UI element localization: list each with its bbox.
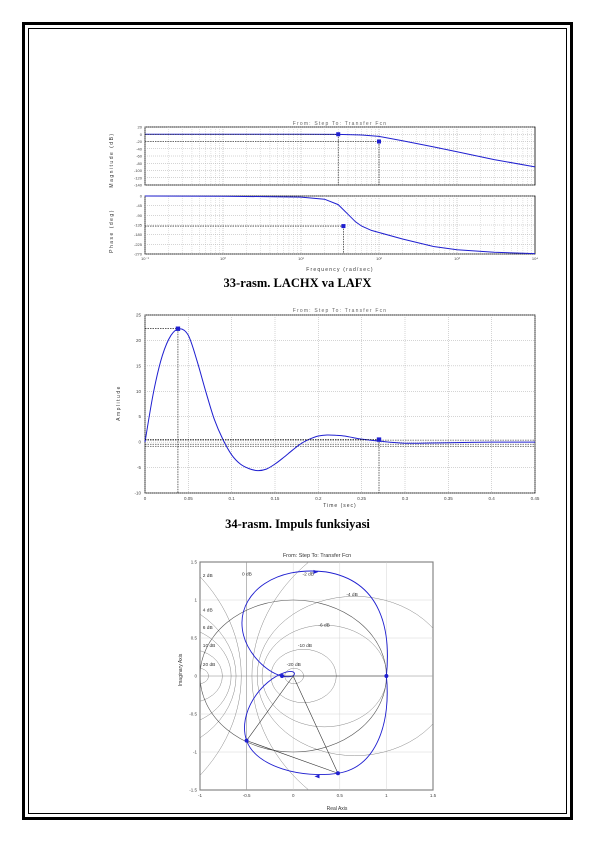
bode-magnitude-ytick: -60 [136, 153, 142, 159]
bode-phase-ytick: -135 [133, 222, 142, 228]
impulse-xtick: 0.2 [315, 496, 322, 501]
nyquist-db-label: 4 dB [202, 608, 213, 614]
bode-xtick: 10³ [454, 256, 460, 261]
bode-phase-ylabel: Phase (deg) [109, 209, 115, 253]
bode-magnitude-marker [336, 132, 340, 136]
impulse-xtick: 0.1 [228, 496, 235, 501]
bode-magnitude-ytick: -40 [136, 146, 142, 152]
impulse-ytick: 25 [135, 312, 141, 318]
impulse-xlabel: Time (sec) [323, 503, 357, 509]
impulse-xtick: 0.3 [401, 496, 409, 501]
impulse-xtick: 0 [143, 496, 147, 501]
bode-phase-ytick: -270 [133, 251, 142, 257]
impulse-ytick: 5 [138, 414, 141, 420]
impulse-ytick: -10 [134, 490, 141, 496]
bode-xtick: 10¹ [298, 256, 304, 261]
bode-magnitude-ytick: -120 [133, 175, 142, 181]
impulse-marker [377, 437, 381, 441]
nyquist-db-label: -4 dB [346, 593, 358, 599]
nyquist-plot [160, 545, 450, 815]
nyquist-db-label: 10 dB [202, 644, 216, 650]
impulse-xtick: 0.15 [270, 496, 280, 501]
nyquist-db-label: -10 dB [297, 644, 313, 650]
nyquist-xlabel: Real Axis [326, 806, 348, 812]
impulse-ytick: -5 [136, 465, 141, 471]
impulse-ytick: 20 [135, 337, 141, 343]
nyquist-db-label: -2 dB [302, 572, 314, 578]
nyquist-xtick: 0.5 [336, 793, 343, 798]
nyquist-ytick: -1 [192, 749, 197, 755]
nyquist-marker [280, 674, 284, 678]
nyquist-ytick: -0.5 [189, 711, 197, 717]
nyquist-xtick: 1.5 [429, 793, 437, 798]
nyquist-ytick: -1.5 [189, 787, 197, 793]
bode-phase-ytick: -45 [136, 203, 142, 209]
bode-magnitude-ytick: -80 [136, 160, 142, 166]
bode-xtick: 10⁰ [219, 256, 227, 261]
bode-xtick: 10⁻¹ [141, 256, 149, 261]
figure-34-caption: 34-rasm. Impuls funksiyasi [225, 517, 370, 531]
impulse-ytick: 10 [135, 388, 141, 394]
bode-magnitude-ytick: -100 [133, 168, 142, 173]
impulse-plot [100, 303, 550, 515]
nyquist-marker [336, 771, 340, 775]
impulse-ytick: 0 [138, 439, 141, 445]
bode-title: From: Step To: Transfer Fcn [292, 121, 388, 127]
impulse-xtick: 0.05 [183, 496, 193, 501]
bode-xlabel: Frequency (rad/sec) [306, 267, 374, 273]
nyquist-db-label: 6 dB [202, 625, 213, 631]
nyquist-xtick: -1 [197, 793, 203, 798]
bode-magnitude-curve [145, 134, 535, 167]
bode-magnitude-ylabel: Magnitude (dB) [109, 132, 115, 188]
nyquist-xtick: 1 [385, 793, 388, 798]
nyquist-marker [384, 674, 388, 678]
nyquist-db-label: 20 dB [202, 663, 216, 669]
bode-magnitude-marker [377, 140, 381, 144]
bode-phase-ytick: -225 [133, 241, 142, 247]
bode-phase-marker [341, 224, 345, 228]
bode-xtick: 10² [376, 256, 382, 261]
nyquist-db-label: 0 dB [241, 572, 252, 578]
bode-magnitude-ytick: 0 [139, 131, 142, 137]
bode-magnitude-ytick: -20 [136, 139, 142, 144]
nyquist-ytick: 0 [194, 673, 197, 679]
bode-magnitude-ytick: 20 [137, 124, 142, 130]
nyquist-xtick: 0 [291, 793, 295, 798]
impulse-xtick: 0.35 [443, 496, 453, 501]
nyquist-xtick: -0.5 [242, 793, 251, 798]
nyquist-db-label: 2 dB [202, 574, 213, 580]
nyquist-marker [245, 739, 249, 743]
nyquist-ytick: 1.5 [190, 559, 197, 565]
impulse-xtick: 0.25 [357, 496, 367, 501]
impulse-curve [145, 329, 535, 471]
nyquist-title: From: Step To: Transfer Fcn [282, 553, 352, 559]
impulse-xtick: 0.45 [530, 496, 540, 501]
impulse-ylabel: Amplitude [116, 385, 122, 421]
nyquist-db-label: -6 dB [318, 623, 330, 629]
nyquist-ytick: 0.5 [190, 635, 197, 641]
bode-phase-ytick: -180 [133, 232, 142, 238]
bode-phase-ytick: 0 [139, 193, 142, 199]
impulse-xtick: 0.4 [488, 496, 495, 501]
nyquist-ylabel: Imaginary Axis [178, 653, 184, 687]
impulse-frame [145, 315, 535, 493]
figure-33-caption: 33-rasm. LACHX va LAFX [223, 276, 372, 290]
impulse-marker [176, 327, 180, 331]
bode-xtick: 10⁴ [531, 256, 539, 261]
bode-plot [100, 115, 550, 273]
impulse-ytick: 15 [135, 363, 141, 369]
bode-phase-ytick: -90 [136, 212, 142, 218]
nyquist-ytick: 1 [194, 597, 197, 603]
nyquist-db-label: -20 dB [286, 663, 301, 669]
impulse-title: From: Step To: Transfer Fcn [292, 308, 388, 314]
bode-magnitude-ytick: -140 [133, 182, 142, 188]
